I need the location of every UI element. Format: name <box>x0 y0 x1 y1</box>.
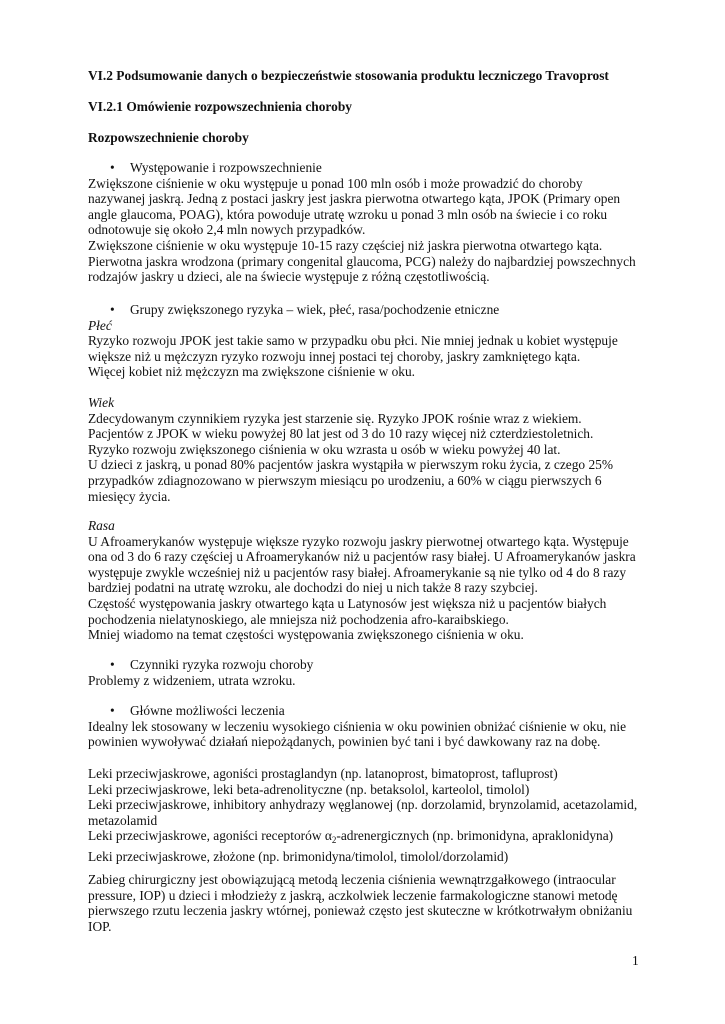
paragraph-line: Pierwotna jaskra wrodzona (primary congenital glaucoma, PCG) należy do najbardziej powszechnych <box>88 253 636 269</box>
paragraph-line: Idealny lek stosowany w leczeniu wysokiego ciśnienia w oku powinien obniżać ciśnienie w oku, nie <box>88 718 627 734</box>
paragraph-line: Częstość występowania jaskry otwartego kąta u Latynosów jest większa niż u pacjentów białych <box>88 595 607 611</box>
paragraph-line: rodzajów jaskry u dzieci, ale na świecie występuje z różną częstotliwością. <box>88 269 490 285</box>
alpha-suffix: -adrenergicznych (np. brimonidyna, apraklonidyna) <box>336 828 614 844</box>
paragraph-line: Problemy z widzeniem, utrata wzroku. <box>88 672 296 688</box>
paragraph-line: Pacjentów z JPOK w wieku powyżej 80 lat jest od 3 do 10 razy więcej niż czterdziestoletnich. <box>88 426 594 442</box>
drug-list-item: Leki przeciwjaskrowe, inhibitory anhydrazy węglanowej (np. dorzolamid, brynzolamid, acetazolamid, <box>88 797 638 813</box>
subsection-heading: VI.2.1 Omówienie rozpowszechnienia choroby <box>88 99 352 114</box>
bullet-icon: • <box>110 703 115 718</box>
section-treatment <box>88 703 648 750</box>
subheading-sex: Płeć <box>88 317 112 333</box>
section-race <box>88 518 648 643</box>
paragraph-line: pressure, IOP) u dzieci i młodzieży z jaskrą, aczkolwiek leczenie farmakologiczne stanowi metodę <box>88 887 618 903</box>
bullet-label: Grupy zwiększonego ryzyka – wiek, płeć, rasa/pochodzenie etniczne <box>130 302 500 317</box>
bullet-icon: • <box>110 160 115 175</box>
alpha-prefix: Leki przeciwjaskrowe, agoniści receptorów α <box>88 828 332 844</box>
paragraph-line: ona od 3 do 6 razy częściej u Afroamerykanów niż u pacjentów rasy białej. U Afroamerykanów jaskra <box>88 549 636 565</box>
paragraph-line: Zwiększone ciśnienie w oku występuje u ponad 100 mln osób i może prowadzić do choroby <box>88 175 583 191</box>
bullet-icon: • <box>110 657 115 672</box>
paragraph-line: pierwszego rzutu leczenia jaskry wtórnej, ponieważ często jest skuteczne w krótkotrwałym obniżaniu <box>88 903 633 919</box>
bullet-item <box>88 160 648 176</box>
alpha-subscript: 2 <box>331 835 337 846</box>
section-heading: VI.2 Podsumowanie danych o bezpieczeństwie stosowania produktu leczniczego Travoprost <box>88 68 609 83</box>
section-age <box>88 395 648 504</box>
paragraph-line: przypadków zdiagnozowano w pierwszym miesiącu po urodzeniu, a 60% w ciągu pierwszych 6 <box>88 472 602 488</box>
paragraph-line: Zdecydowanym czynnikiem ryzyka jest starzenie się. Ryzyko JPOK rośnie wraz z wiekiem. <box>88 410 582 426</box>
paragraph-line: Ryzyko rozwoju JPOK jest takie samo w przypadku obu płci. Nie mniej jednak u kobiet występuje <box>88 333 618 349</box>
bullet-icon: • <box>110 302 115 317</box>
subheading-race: Rasa <box>88 518 115 533</box>
paragraph-line: Zabieg chirurgiczny jest obowiązującą metodą leczenia ciśnienia wewnątrzgałkowego (intraocular <box>88 872 616 887</box>
drug-list <box>88 766 648 865</box>
bullet-item <box>88 302 648 318</box>
paragraph-line: IOP. <box>88 918 112 934</box>
paragraph-line: pochodzenia nielatynoskiego, ale mniejsza niż pochodzenia afro-karaibskiego. <box>88 611 509 627</box>
section-risk-groups <box>88 302 648 380</box>
paragraph-line: Ryzyko rozwoju zwiększonego ciśnienia w oku wzrasta u osób w wieku powyżej 40 lat. <box>88 441 561 457</box>
paragraph-line: większe niż u mężczyzn ryzyko rozwoju innej postaci tej choroby, jaskry zamkniętego kąta. <box>88 348 581 364</box>
page-number: 1 <box>632 953 639 968</box>
paragraph-line: Zwiększone ciśnienie w oku występuje 10-15 razy częściej niż jaskra pierwotna otwartego kąta. <box>88 237 603 253</box>
paragraph-line: miesięcy życia. <box>88 488 171 504</box>
bullet-item <box>88 657 648 673</box>
surgery-paragraph <box>88 872 648 934</box>
drug-list-item: Leki przeciwjaskrowe, agoniści prostaglandyn (np. latanoprost, bimatoprost, tafluprost) <box>88 766 558 781</box>
bullet-label: Główne możliwości leczenia <box>130 703 285 718</box>
paragraph-line: U dzieci z jaskrą, u ponad 80% pacjentów jaskra wystąpiła w pierwszym roku życia, z czego 25% <box>88 457 614 473</box>
paragraph-line: występuje zwykle wcześniej niż u pacjentów rasy białej. Afroamerykanie są nie tylko od 4 do 8 razy <box>88 564 627 580</box>
drug-list-item-alpha <box>88 828 648 849</box>
paragraph-line: odnotowuje się około 2,4 mln nowych przypadków. <box>88 222 366 238</box>
paragraph-line: powinien wywoływać działań niepożądanych, powinien być tani i być dawkowany raz na dobę. <box>88 734 601 750</box>
paragraph-line: Więcej kobiet niż mężczyzn ma zwiększone ciśnienie w oku. <box>88 364 416 380</box>
drug-list-item: Leki przeciwjaskrowe, leki beta-adrenolityczne (np. betaksolol, karteolol, timolol) <box>88 781 530 797</box>
topic-heading: Rozpowszechnienie choroby <box>88 130 249 145</box>
paragraph-line: bardziej podatni na utratę wzroku, ale dochodzi do niej u nich także 8 razy szybciej. <box>88 580 538 596</box>
bullet-label: Występowanie i rozpowszechnienie <box>130 160 322 175</box>
bullet-item <box>88 703 648 719</box>
section-risk-factors <box>88 657 648 688</box>
bullet-label: Czynniki ryzyka rozwoju choroby <box>130 657 314 672</box>
paragraph-line: nazywanej jaskrą. Jedną z postaci jaskry jest jaskra pierwotna otwartego kąta, JPOK (Primary open <box>88 191 621 207</box>
paragraph-line: Mniej wiadomo na temat częstości występowania zwiększonego ciśnienia w oku. <box>88 627 524 643</box>
section-occurrence <box>88 160 648 285</box>
drug-list-item: metazolamid <box>88 812 158 828</box>
drug-list-item: Leki przeciwjaskrowe, złożone (np. brimonidyna/timolol, timolol/dorzolamid) <box>88 848 509 864</box>
paragraph-line: U Afroamerykanów występuje większe ryzyko rozwoju jaskry pierwotnej otwartego kąta. Występuje <box>88 533 629 549</box>
paragraph-line: angle glaucoma, POAG), która powoduje utratę wzroku u ponad 3 mln osób na świecie i co roku <box>88 206 608 222</box>
subheading-age: Wiek <box>88 395 115 410</box>
